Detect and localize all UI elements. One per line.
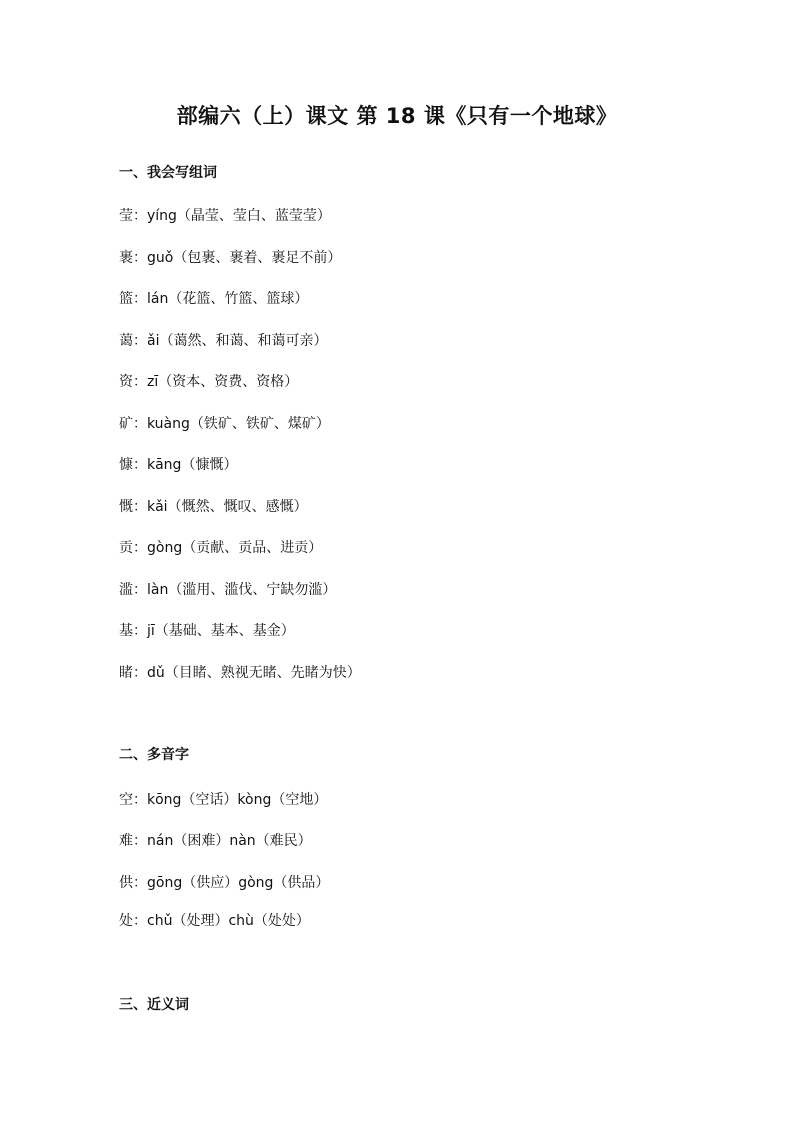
document-title: 部编六（上）课文 第 18 课《只有一个地球》	[176, 104, 618, 128]
section-heading-polyphones: 二、多音字	[119, 747, 189, 763]
vocab-item: 矿：kuàng（铁矿、铁矿、煤矿）	[119, 416, 330, 432]
vocab-item: 资：zī（资本、资费、资格）	[119, 374, 299, 390]
vocab-item: 篮：lán（花篮、竹篮、篮球）	[119, 291, 309, 307]
vocab-item: 贡：gòng（贡献、贡品、进贡）	[119, 540, 323, 556]
section-heading-write-words: 一、我会写组词	[119, 165, 217, 181]
vocab-item: 莹：yíng（晶莹、莹白、蓝莹莹）	[119, 208, 331, 224]
vocab-item: 基：jī（基础、基本、基金）	[119, 623, 295, 639]
polyphone-item: 供：gōng（供应）gòng（供品）	[119, 875, 330, 891]
polyphone-item: 处：chǔ（处理）chù（处处）	[119, 913, 310, 929]
vocab-item: 慨：kǎi（慨然、慨叹、感慨）	[119, 499, 308, 515]
vocab-item: 睹：dǔ（目睹、熟视无睹、先睹为快）	[119, 665, 361, 681]
vocab-item: 滥：làn（滥用、滥伐、宁缺勿滥）	[119, 582, 337, 598]
polyphone-item: 难：nán（困难）nàn（难民）	[119, 833, 312, 849]
vocab-item: 慷：kāng（慷慨）	[119, 457, 238, 473]
section-heading-synonyms: 三、近义词	[119, 997, 189, 1013]
vocab-item: 蔼：ǎi（蔼然、和蔼、和蔼可亲）	[119, 333, 328, 349]
vocab-item: 裹：guǒ（包裹、裹着、裹足不前）	[119, 250, 342, 266]
polyphone-item: 空：kōng（空话）kòng（空地）	[119, 792, 328, 808]
